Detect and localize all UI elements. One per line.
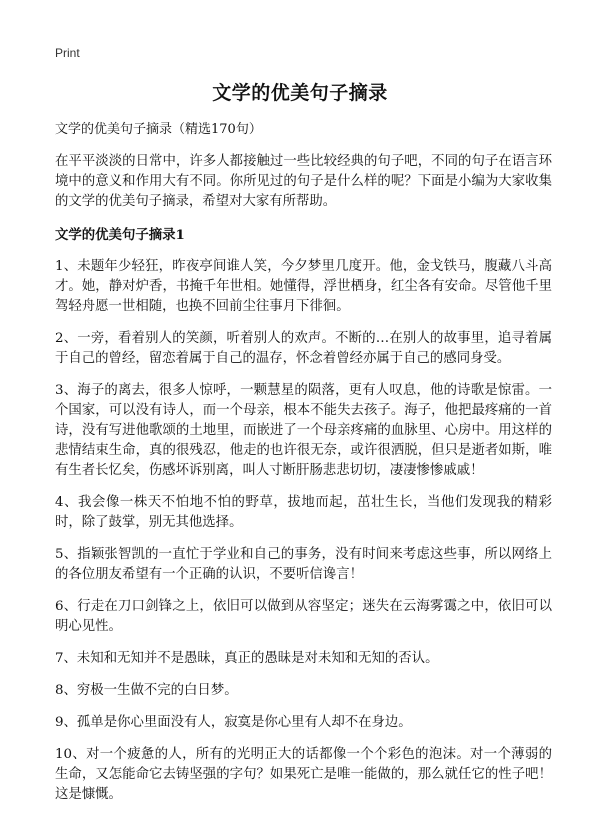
entry-2: 2、一旁，看着别人的笑颜，听着别人的欢声。不断的…在别人的故事里，追寻着属于自己的曾经，留恋着属于自己的温存，怀念着曾经亦属于自己的感同身受。 [55,331,552,366]
print-link[interactable]: Print [55,46,80,60]
entry-8: 8、穷极一生做不完的白日梦。 [55,683,238,698]
section-heading: 文学的优美句子摘录1 [55,227,185,243]
entry-5: 5、指颖张智凯的一直忙于学业和自己的事务，没有时间来考虑这些事，所以网络上的各位朋友希望有一个正确的认识，不要听信谗言！ [55,547,552,582]
entry-7: 7、未知和无知并不是愚昧，真正的愚昧是对未知和无知的否认。 [55,651,439,666]
article-subtitle: 文学的优美句子摘录（精选170句） [55,122,262,137]
intro-paragraph: 在平平淡淡的日常中，许多人都接触过一些比较经典的句子吧，不同的句子在语言环境中的意义和作用大有不同。你所见过的句子是什么样的呢？下面是小编为大家收集的文学的优美句子摘录，希望对大家有所帮助。 [55,154,552,209]
entry-6: 6、行走在刀口剑锋之上，依旧可以做到从容坚定；迷失在云海雾霭之中，依旧可以明心见性。 [55,599,552,634]
page-title: 文学的优美句子摘录 [212,82,388,104]
article-body [55,120,552,817]
entry-1: 1、未题年少轻狂，昨夜亭间谁人笑，今夕梦里几度开。他，金戈铁马，腹藏八斗高才。她，静对炉香，书掩千年世相。她懂得，浮世栖身，红尘各有安命。尽管他千里驾轻舟愿一世相随，也换不回前尘往事月下徘徊。 [55,259,552,314]
entry-10: 10、对一个疲惫的人，所有的光明正大的话都像一个个彩色的泡沫。对一个薄弱的生命，又怎能命它去铸坚强的字句？如果死亡是唯一能做的，那么就任它的性子吧！这是慷慨。 [55,747,552,802]
entry-3: 3、海子的离去，很多人惊呼，一颗慧星的陨落，更有人叹息，他的诗歌是惊雷。一个国家，可以没有诗人，而一个母亲，根本不能失去孩子。海子，他把最疼痛的一首诗，没有写进他歌颂的土地里，而嵌进了一个母亲疼痛的血脉里、心房中。用这样的悲情结束生命，真的很残忍，他走的也许很无奈，或许很洒脱，但只是逝者如斯，唯有生者长忆矣，伤感坏诉别离，叫人寸断肝肠悲悲切切，凄凄惨惨戚戚！ [55,383,552,478]
entry-4: 4、我会像一株天不怕地不怕的野草，拔地而起，茁壮生长，当他们发现我的精彩时，除了鼓掌，别无其他选择。 [55,495,552,530]
entry-9: 9、孤单是你心里面没有人，寂寞是你心里有人却不在身边。 [55,715,412,730]
